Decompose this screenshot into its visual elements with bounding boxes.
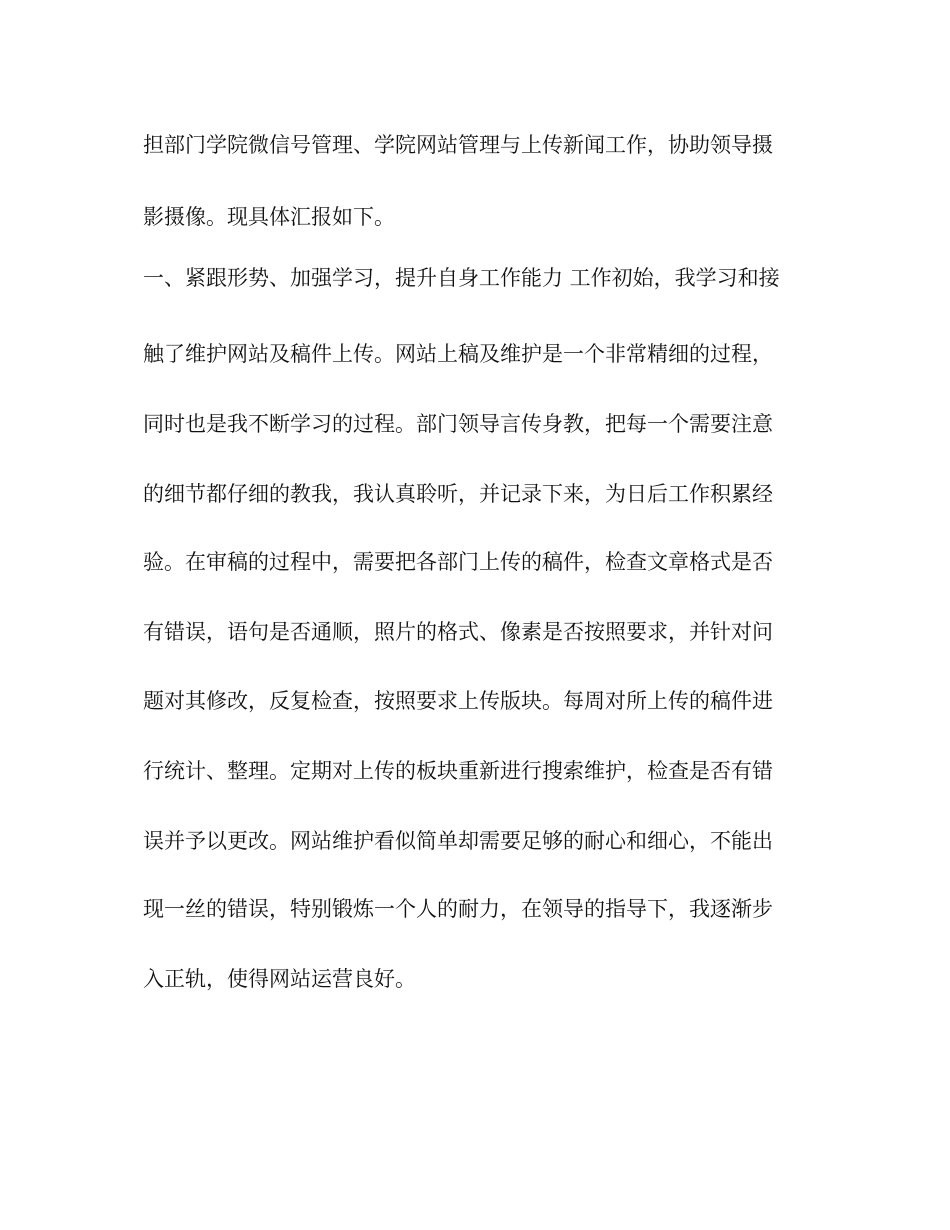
text-line: 担部门学院微信号管理、学院网站管理与上传新闻工作，协助领导摄	[143, 133, 773, 157]
text-line: 行统计、整理。定期对上传的板块重新进行搜索维护，检查是否有错	[143, 759, 773, 783]
text-line: 入正轨，使得网站运营良好。	[143, 967, 416, 991]
text-line: 同时也是我不断学习的过程。部门领导言传身教，把每一个需要注意	[143, 412, 773, 436]
text-line: 有错误，语句是否通顺，照片的格式、像素是否按照要求，并针对问	[143, 620, 773, 644]
text-line: 触了维护网站及稿件上传。网站上稿及维护是一个非常精细的过程，	[143, 342, 773, 366]
text-line: 误并予以更改。网站维护看似简单却需要足够的耐心和细心，不能出	[143, 829, 773, 853]
section-heading-line: 一、紧跟形势、加强学习，提升自身工作能力 工作初始，我学习和接	[143, 266, 780, 290]
text-line: 验。在审稿的过程中，需要把各部门上传的稿件，检查文章格式是否	[143, 550, 773, 574]
text-line: 的细节都仔细的教我，我认真聆听，并记录下来，为日后工作积累经	[143, 482, 773, 506]
text-line: 题对其修改，反复检查，按照要求上传版块。每周对所上传的稿件进	[143, 689, 773, 713]
text-line: 现一丝的错误，特别锻炼一个人的耐力，在领导的指导下，我逐渐步	[143, 897, 773, 921]
text-line: 影摄像。现具体汇报如下。	[143, 205, 395, 229]
